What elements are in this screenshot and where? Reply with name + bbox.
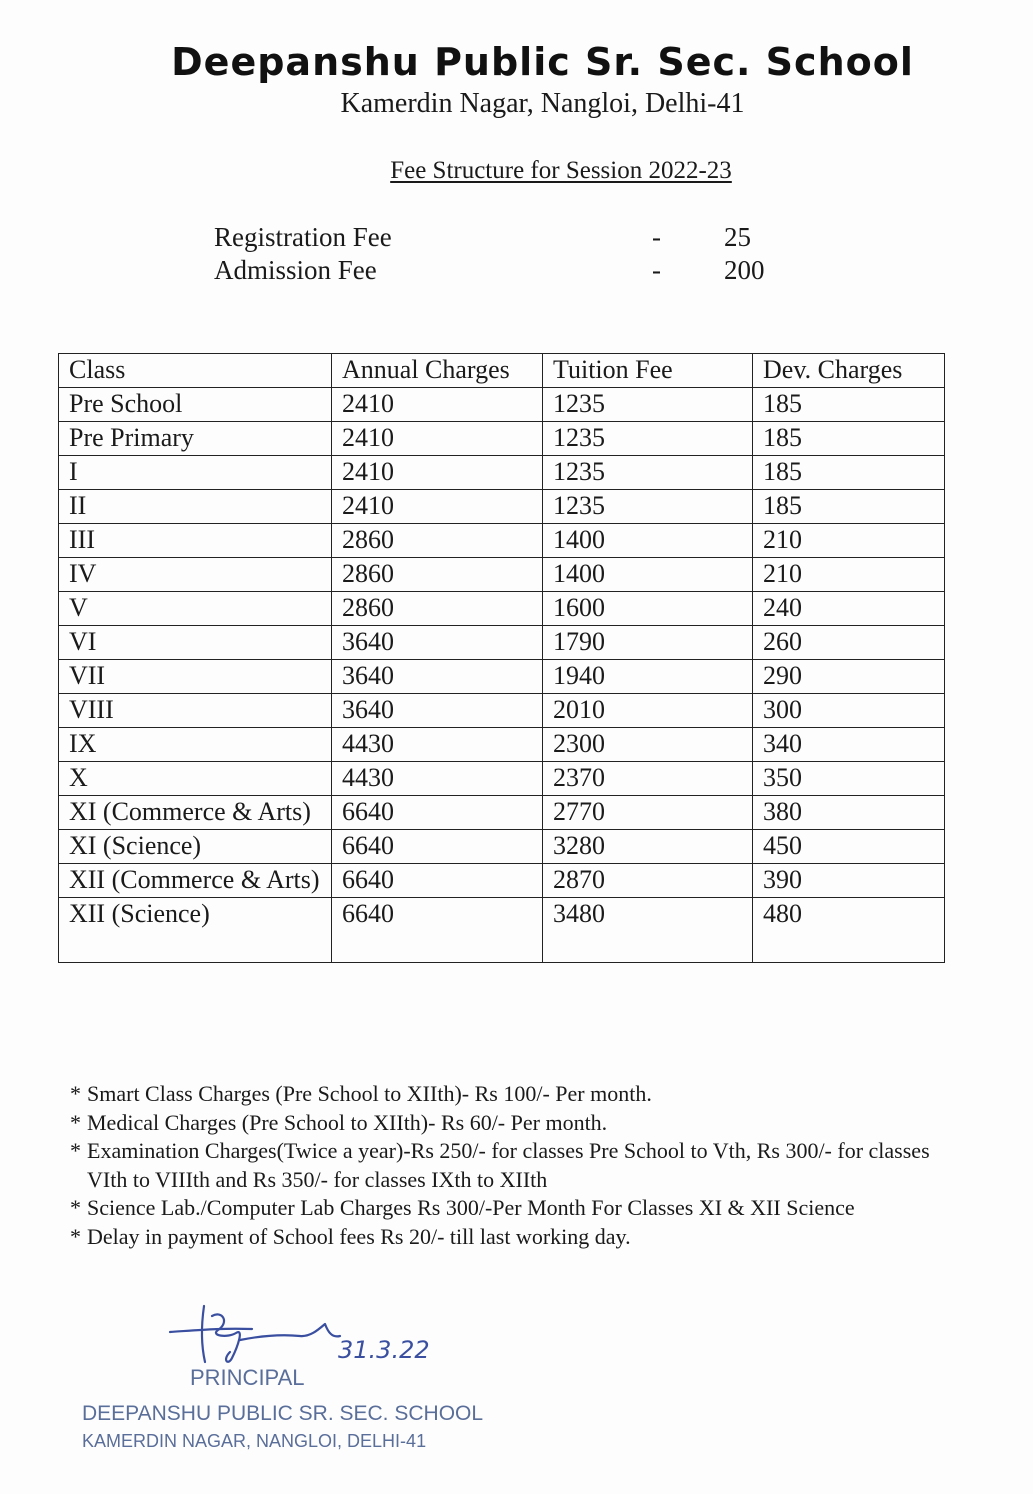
cell-dev-charges: 300 [753, 694, 945, 728]
table-row [59, 864, 945, 898]
registration-fee-amount: 25 [724, 222, 751, 252]
table-row [59, 524, 945, 558]
table-row [59, 830, 945, 864]
cell-tuition-fee: 2770 [543, 796, 753, 830]
cell-dev-charges: 185 [753, 456, 945, 490]
table-row [59, 660, 945, 694]
cell-class: I [59, 456, 332, 490]
table-row [59, 694, 945, 728]
cell-dev-charges: 380 [753, 796, 945, 830]
cell-class: VIII [59, 694, 332, 728]
note-text: Examination Charges(Twice a year)-Rs 250/- for classes Pre School to Vth, Rs 300/- for classes VIth to VIIIth and Rs 350/- for classes IXth to XIIth [87, 1138, 930, 1192]
signature-date: 31.3.22 [338, 1336, 430, 1364]
cell-class: IV [59, 558, 332, 592]
cell-dev-charges: 210 [753, 524, 945, 558]
stamp-school-address: KAMERDIN NAGAR, NANGLOI, DELHI-41 [82, 1431, 427, 1451]
cell-dev-charges: 260 [753, 626, 945, 660]
cell-annual-charges: 6640 [332, 830, 543, 864]
cell-tuition-fee: 1600 [543, 592, 753, 626]
note-bullet: * [70, 1109, 81, 1135]
note-bullet: * [70, 1081, 81, 1106]
table-row [59, 898, 945, 963]
table-row [59, 558, 945, 592]
table-row [59, 388, 945, 422]
note-item [70, 1137, 970, 1194]
cell-class: II [59, 490, 332, 524]
cell-class: X [59, 762, 332, 796]
cell-annual-charges: 4430 [332, 728, 543, 762]
admission-fee-label: Admission Fee [214, 255, 377, 285]
registration-fee-dash: - [652, 222, 661, 252]
cell-dev-charges: 480 [753, 898, 945, 963]
note-item [70, 1223, 970, 1252]
column-header-tuition-fee: Tuition Fee [543, 354, 753, 388]
cell-annual-charges: 6640 [332, 898, 543, 963]
cell-annual-charges: 2860 [332, 558, 543, 592]
cell-dev-charges: 290 [753, 660, 945, 694]
note-item [70, 1109, 970, 1138]
cell-class: VI [59, 626, 332, 660]
cell-tuition-fee: 2010 [543, 694, 753, 728]
cell-dev-charges: 340 [753, 728, 945, 762]
school-name: Deepanshu Public Sr. Sec. School [171, 40, 914, 84]
cell-class: XI (Commerce & Arts) [59, 796, 332, 830]
table-row [59, 728, 945, 762]
cell-annual-charges: 2860 [332, 592, 543, 626]
cell-class: V [59, 592, 332, 626]
cell-class: Pre Primary [59, 422, 332, 456]
table-row [59, 762, 945, 796]
registration-fee-row [214, 222, 814, 256]
cell-dev-charges: 240 [753, 592, 945, 626]
cell-tuition-fee: 1235 [543, 388, 753, 422]
cell-tuition-fee: 3480 [543, 898, 753, 963]
note-item [70, 1194, 970, 1223]
notes-list [70, 1080, 970, 1251]
cell-tuition-fee: 1400 [543, 524, 753, 558]
cell-class: XI (Science) [59, 830, 332, 864]
table-row [59, 456, 945, 490]
cell-annual-charges: 6640 [332, 796, 543, 830]
cell-tuition-fee: 1235 [543, 490, 753, 524]
cell-tuition-fee: 1940 [543, 660, 753, 694]
table-row [59, 626, 945, 660]
school-address: Kamerdin Nagar, Nangloi, Delhi-41 [340, 88, 745, 119]
cell-class: IX [59, 728, 332, 762]
cell-tuition-fee: 1235 [543, 422, 753, 456]
note-bullet: * [70, 1138, 81, 1163]
cell-tuition-fee: 2300 [543, 728, 753, 762]
column-header-dev-charges: Dev. Charges [753, 354, 945, 388]
table-row [59, 796, 945, 830]
fee-table-header-row [59, 354, 945, 388]
cell-class: Pre School [59, 388, 332, 422]
admission-fee-row [214, 255, 814, 289]
cell-dev-charges: 390 [753, 864, 945, 898]
column-header-class: Class [59, 354, 332, 388]
note-text: Smart Class Charges (Pre School to XIIth)- Rs 100/- Per month. [87, 1081, 652, 1106]
cell-class: VII [59, 660, 332, 694]
cell-annual-charges: 2860 [332, 524, 543, 558]
cell-annual-charges: 2410 [332, 388, 543, 422]
cell-dev-charges: 185 [753, 388, 945, 422]
cell-dev-charges: 350 [753, 762, 945, 796]
fee-structure-heading [0, 157, 1033, 185]
cell-annual-charges: 2410 [332, 490, 543, 524]
note-text: Science Lab./Computer Lab Charges Rs 300/-Per Month For Classes XI & XII Science [87, 1195, 855, 1220]
note-bullet: * [70, 1223, 81, 1249]
note-bullet: * [70, 1195, 81, 1220]
note-text: Medical Charges (Pre School to XIIth)- Rs 60/- Per month. [87, 1109, 608, 1135]
cell-tuition-fee: 1235 [543, 456, 753, 490]
cell-annual-charges: 3640 [332, 660, 543, 694]
cell-dev-charges: 185 [753, 422, 945, 456]
stamp-school-name: DEEPANSHU PUBLIC SR. SEC. SCHOOL [82, 1402, 484, 1425]
cell-tuition-fee: 1400 [543, 558, 753, 592]
cell-tuition-fee: 1790 [543, 626, 753, 660]
note-item [70, 1080, 970, 1109]
cell-class: XII (Commerce & Arts) [59, 864, 332, 898]
cell-annual-charges: 2410 [332, 456, 543, 490]
table-row [59, 422, 945, 456]
admission-fee-amount: 200 [724, 255, 765, 285]
table-row [59, 592, 945, 626]
cell-annual-charges: 6640 [332, 864, 543, 898]
cell-annual-charges: 3640 [332, 626, 543, 660]
cell-dev-charges: 210 [753, 558, 945, 592]
stamp-title: PRINCIPAL [190, 1365, 305, 1390]
cell-class: III [59, 524, 332, 558]
cell-class: XII (Science) [59, 898, 332, 963]
registration-fee-label: Registration Fee [214, 222, 392, 252]
cell-tuition-fee: 2870 [543, 864, 753, 898]
cell-annual-charges: 2410 [332, 422, 543, 456]
fee-table [58, 353, 945, 963]
cell-dev-charges: 450 [753, 830, 945, 864]
column-header-annual-charges: Annual Charges [332, 354, 543, 388]
cell-annual-charges: 3640 [332, 694, 543, 728]
admission-fee-dash: - [652, 255, 661, 285]
cell-annual-charges: 4430 [332, 762, 543, 796]
cell-dev-charges: 185 [753, 490, 945, 524]
note-text: Delay in payment of School fees Rs 20/- till last working day. [87, 1223, 631, 1249]
cell-tuition-fee: 2370 [543, 762, 753, 796]
table-row [59, 490, 945, 524]
cell-tuition-fee: 3280 [543, 830, 753, 864]
fee-structure-heading-text: Fee Structure for Session 2022-23 [390, 157, 732, 184]
